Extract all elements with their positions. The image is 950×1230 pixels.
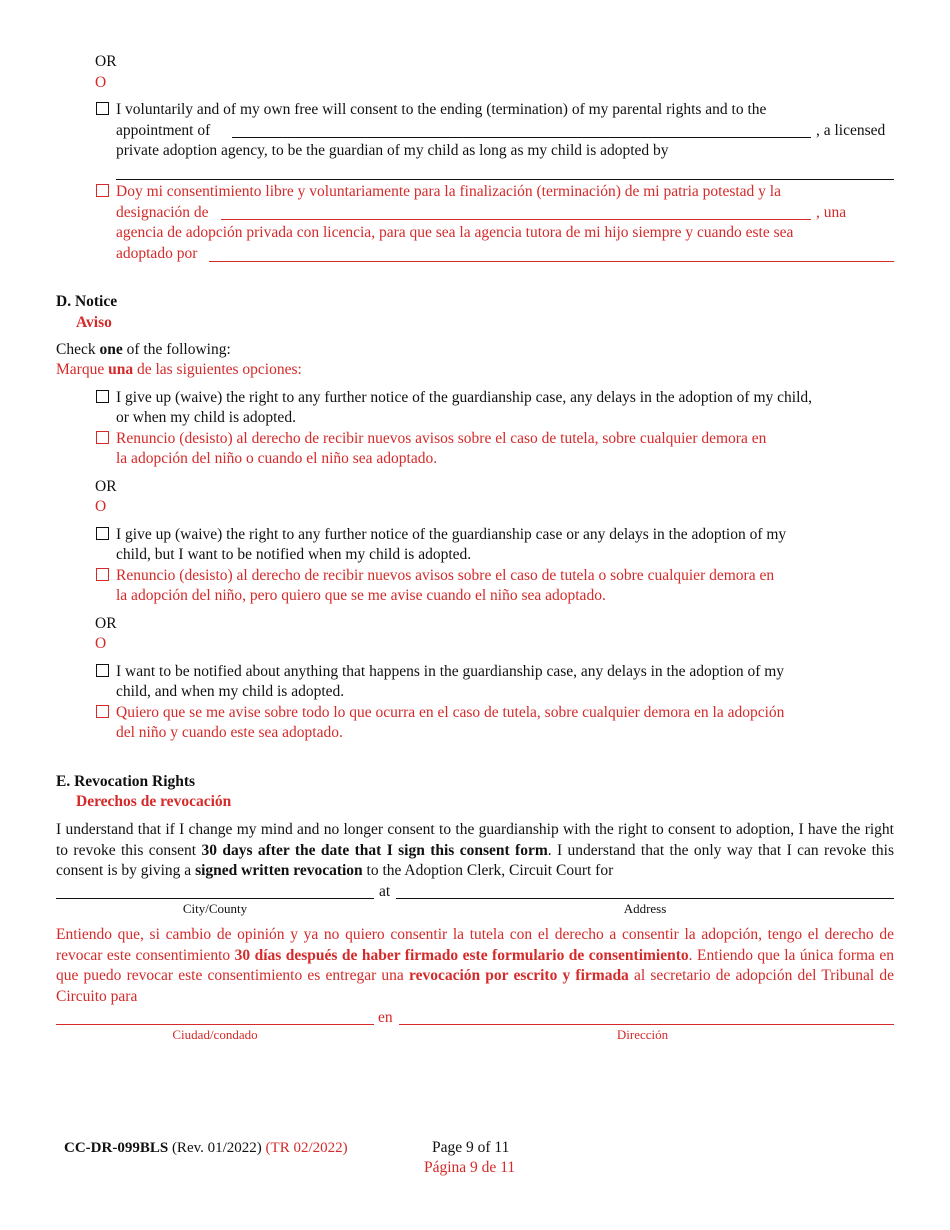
notice-option1-checkbox-es[interactable] bbox=[96, 431, 109, 444]
notice-option3-text-1: I want to be notified about anything that happens in the guardianship case, any delays in the adoption of my bbox=[116, 663, 785, 680]
form-id: CC-DR-099BLS (Rev. 01/2022) (TR 02/2022) bbox=[64, 1140, 348, 1156]
termination-text-es-line2: designación de bbox=[116, 204, 209, 221]
termination-text-es-line4: adoptado por bbox=[116, 245, 198, 262]
termination-text-line2-post: , a licensed bbox=[816, 122, 886, 139]
or-label-1: OR bbox=[95, 478, 117, 495]
or-label-es: O bbox=[95, 74, 107, 91]
termination-text-es-line1: Doy mi consentimiento libre y voluntariamente para la finalización (terminación) de mi patria potestad y la bbox=[116, 183, 781, 200]
notice-option2-text-2: child, but I want to be notified when my child is adopted. bbox=[116, 546, 472, 563]
notice-option3-checkbox-es[interactable] bbox=[96, 705, 109, 718]
notice-option1-checkbox[interactable] bbox=[96, 390, 109, 403]
termination-text-line1: I voluntarily and of my own free will consent to the ending (termination) of my parental rights and to the bbox=[116, 101, 767, 118]
adopted-by-field[interactable] bbox=[116, 179, 894, 180]
section-e-heading-es: Derechos de revocación bbox=[76, 793, 232, 810]
notice-option3-text-es-1: Quiero que se me avise sobre todo lo que ocurra en el caso de tutela, sobre cualquier demora en la adopción bbox=[116, 704, 785, 721]
city-county-field-es[interactable] bbox=[56, 1024, 374, 1025]
termination-checkbox[interactable] bbox=[96, 102, 109, 115]
termination-text-line2: appointment of bbox=[116, 122, 211, 139]
en-label: en bbox=[378, 1009, 393, 1026]
termination-text-es-line3: agencia de adopción privada con licencia, para que sea la agencia tutora de mi hijo siempre y cuando este sea bbox=[116, 224, 794, 241]
notice-option2-text-es-2: la adopción del niño, pero quiero que se me avise cuando el niño sea adoptado. bbox=[116, 587, 606, 604]
notice-option2-text-1: I give up (waive) the right to any further notice of the guardianship case or any delays in the adoption of my bbox=[116, 526, 787, 543]
or-label: OR bbox=[95, 53, 117, 70]
notice-option2-checkbox[interactable] bbox=[96, 527, 109, 540]
adopted-by-field-es[interactable] bbox=[209, 261, 894, 262]
city-county-caption-es: Ciudad/condado bbox=[172, 1027, 258, 1042]
termination-checkbox-es[interactable] bbox=[96, 184, 109, 197]
agency-name-field-es[interactable] bbox=[221, 219, 811, 220]
notice-option2-checkbox-es[interactable] bbox=[96, 568, 109, 581]
section-e-heading: E. Revocation Rights bbox=[56, 773, 196, 790]
address-field-es[interactable] bbox=[399, 1024, 894, 1025]
city-county-field[interactable] bbox=[56, 898, 374, 899]
page-number-es: Página 9 de 11 bbox=[424, 1159, 516, 1176]
section-d-heading-es: Aviso bbox=[76, 314, 112, 331]
revocation-paragraph: I understand that if I change my mind and no longer consent to the guardianship with the right to consent to adoption, I have the right to revoke this consent 30 days after the date that I sign this consent form. I understand that the only way that I can revoke this consent is by giving a signed written revocation to the Adoption Clerk, Circuit Court for bbox=[56, 821, 894, 879]
section-d-instruction-es: Marque una de las siguientes opciones: bbox=[56, 361, 302, 378]
or-label-2-es: O bbox=[95, 635, 107, 652]
notice-option2-text-es-1: Renuncio (desisto) al derecho de recibir nuevos avisos sobre el caso de tutela o sobre cualquier demora en bbox=[116, 567, 775, 584]
address-field[interactable] bbox=[396, 898, 894, 899]
address-caption-es: Dirección bbox=[616, 1027, 669, 1042]
notice-option3-text-2: child, and when my child is adopted. bbox=[116, 683, 345, 700]
address-caption: Address bbox=[623, 901, 667, 916]
notice-option3-checkbox[interactable] bbox=[96, 664, 109, 677]
notice-option1-text-es-2: la adopción del niño o cuando el niño sea adoptado. bbox=[116, 450, 438, 467]
section-d-instruction: Check one of the following: bbox=[56, 341, 231, 358]
or-label-1-es: O bbox=[95, 498, 107, 515]
termination-text-es-line2-post: , una bbox=[816, 204, 847, 221]
notice-option1-text-1: I give up (waive) the right to any further notice of the guardianship case, any delays in the adoption of my child, bbox=[116, 389, 813, 406]
notice-option3-text-es-2: del niño y cuando este sea adoptado. bbox=[116, 724, 343, 741]
page-number: Page 9 of 11 bbox=[432, 1139, 510, 1156]
section-d-heading: D. Notice bbox=[56, 293, 118, 310]
at-label: at bbox=[379, 883, 391, 900]
notice-option1-text-es-1: Renuncio (desisto) al derecho de recibir nuevos avisos sobre el caso de tutela, sobre cualquier demora en bbox=[116, 430, 767, 447]
city-county-caption: City/County bbox=[182, 901, 248, 916]
notice-option1-text-2: or when my child is adopted. bbox=[116, 409, 296, 426]
revocation-paragraph-es: Entiendo que, si cambio de opinión y ya no quiero consentir la tutela con el derecho a consentir la adopción, tengo el derecho de revocar este consentimiento 30 días después de haber firmado este formulario de consentimiento. Entiendo que la única forma en que puedo revocar este consentimiento es entregar una revocación por escrito y firmada al secretario de adopción del Tribunal de Circuito para bbox=[56, 926, 895, 1005]
agency-name-field[interactable] bbox=[232, 137, 811, 138]
termination-text-line3: private adoption agency, to be the guardian of my child as long as my child is adopted by bbox=[116, 142, 669, 159]
or-label-2: OR bbox=[95, 615, 117, 632]
